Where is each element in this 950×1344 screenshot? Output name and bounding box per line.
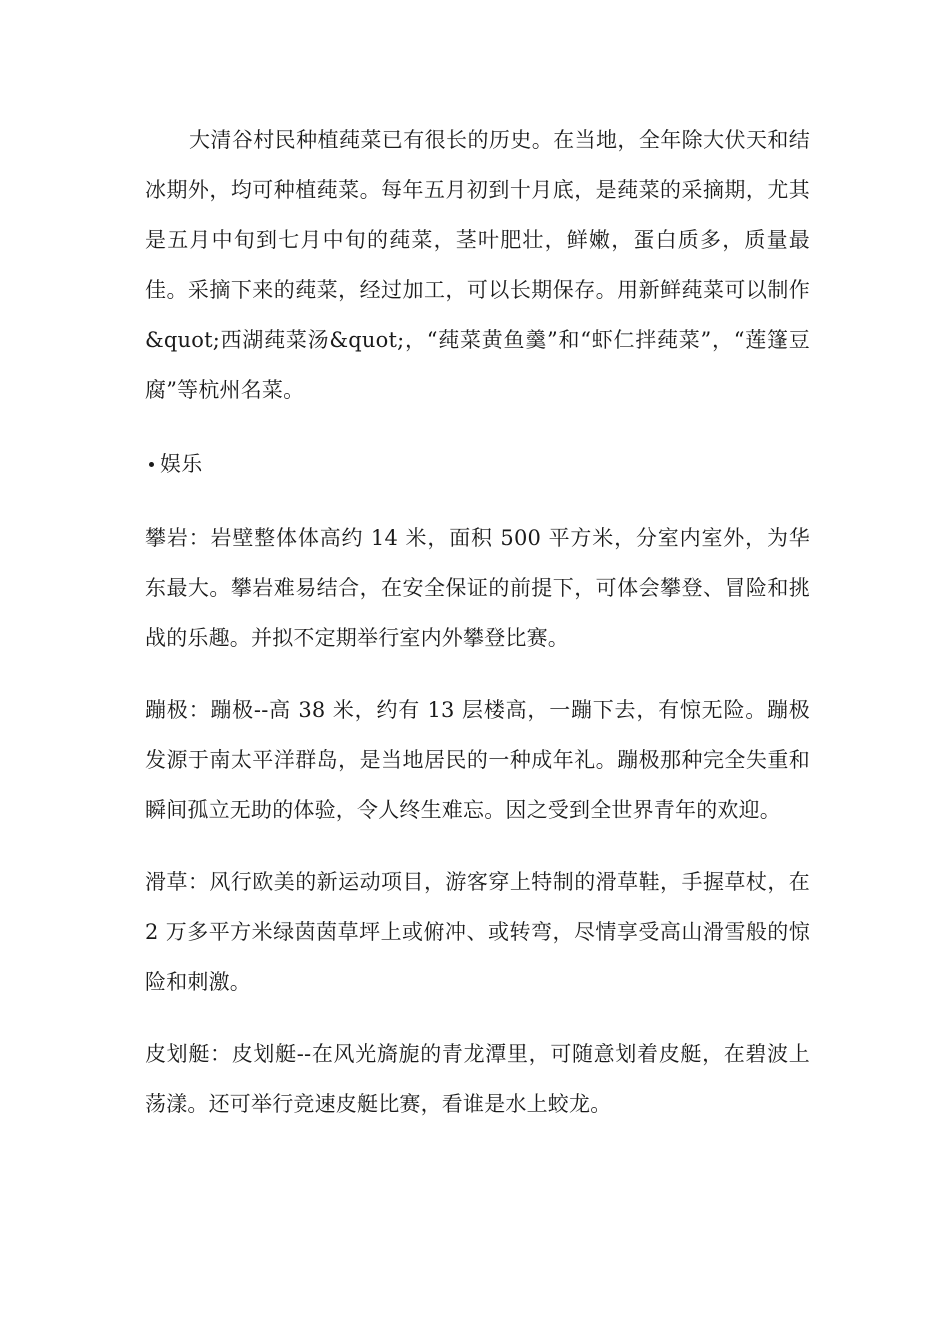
bullet-icon <box>149 462 154 467</box>
section-heading-text: 娱乐 <box>160 452 203 476</box>
entry-grass-skiing: 滑草：风行欧美的新运动项目，游客穿上特制的滑草鞋，手握草杖，在 2 万多平方米绿茵茵草坪上或俯冲、或转弯，尽情享受高山滑雪般的惊险和刺激。 <box>145 870 810 994</box>
document-page <box>145 115 810 1151</box>
entry-kayak: 皮划艇：皮划艇--在风光旖旎的青龙潭里，可随意划着皮艇，在碧波上荡漾。还可举行竞速皮艇比赛，看谁是水上蛟龙。 <box>145 1042 810 1116</box>
intro-paragraph: 大清谷村民种植莼菜已有很长的历史。在当地，全年除大伏天和结冰期外，均可种植莼菜。每年五月初到十月底，是莼菜的采摘期，尤其是五月中旬到七月中旬的莼菜，茎叶肥壮，鲜嫩，蛋白质多，质量最佳。采摘下来的莼菜，经过加工，可以长期保存。用新鲜莼菜可以制作&quot;西湖莼菜汤&quot;，“莼菜黄鱼羹”和“虾仁拌莼菜”，“莲篷豆腐”等杭州名菜。 <box>145 128 810 402</box>
section-heading <box>145 439 810 489</box>
entry-rock-climbing: 攀岩：岩壁整体体高约 14 米，面积 500 平方米，分室内室外，为华东最大。攀岩难易结合，在安全保证的前提下，可体会攀登、冒险和挑战的乐趣。并拟不定期举行室内外攀登比赛。 <box>145 526 810 650</box>
entry-bungee: 蹦极：蹦极--高 38 米，约有 13 层楼高，一蹦下去，有惊无险。蹦极发源于南太平洋群岛，是当地居民的一种成年礼。蹦极那种完全失重和瞬间孤立无助的体验，令人终生难忘。因之受到全世界青年的欢迎。 <box>145 698 810 822</box>
